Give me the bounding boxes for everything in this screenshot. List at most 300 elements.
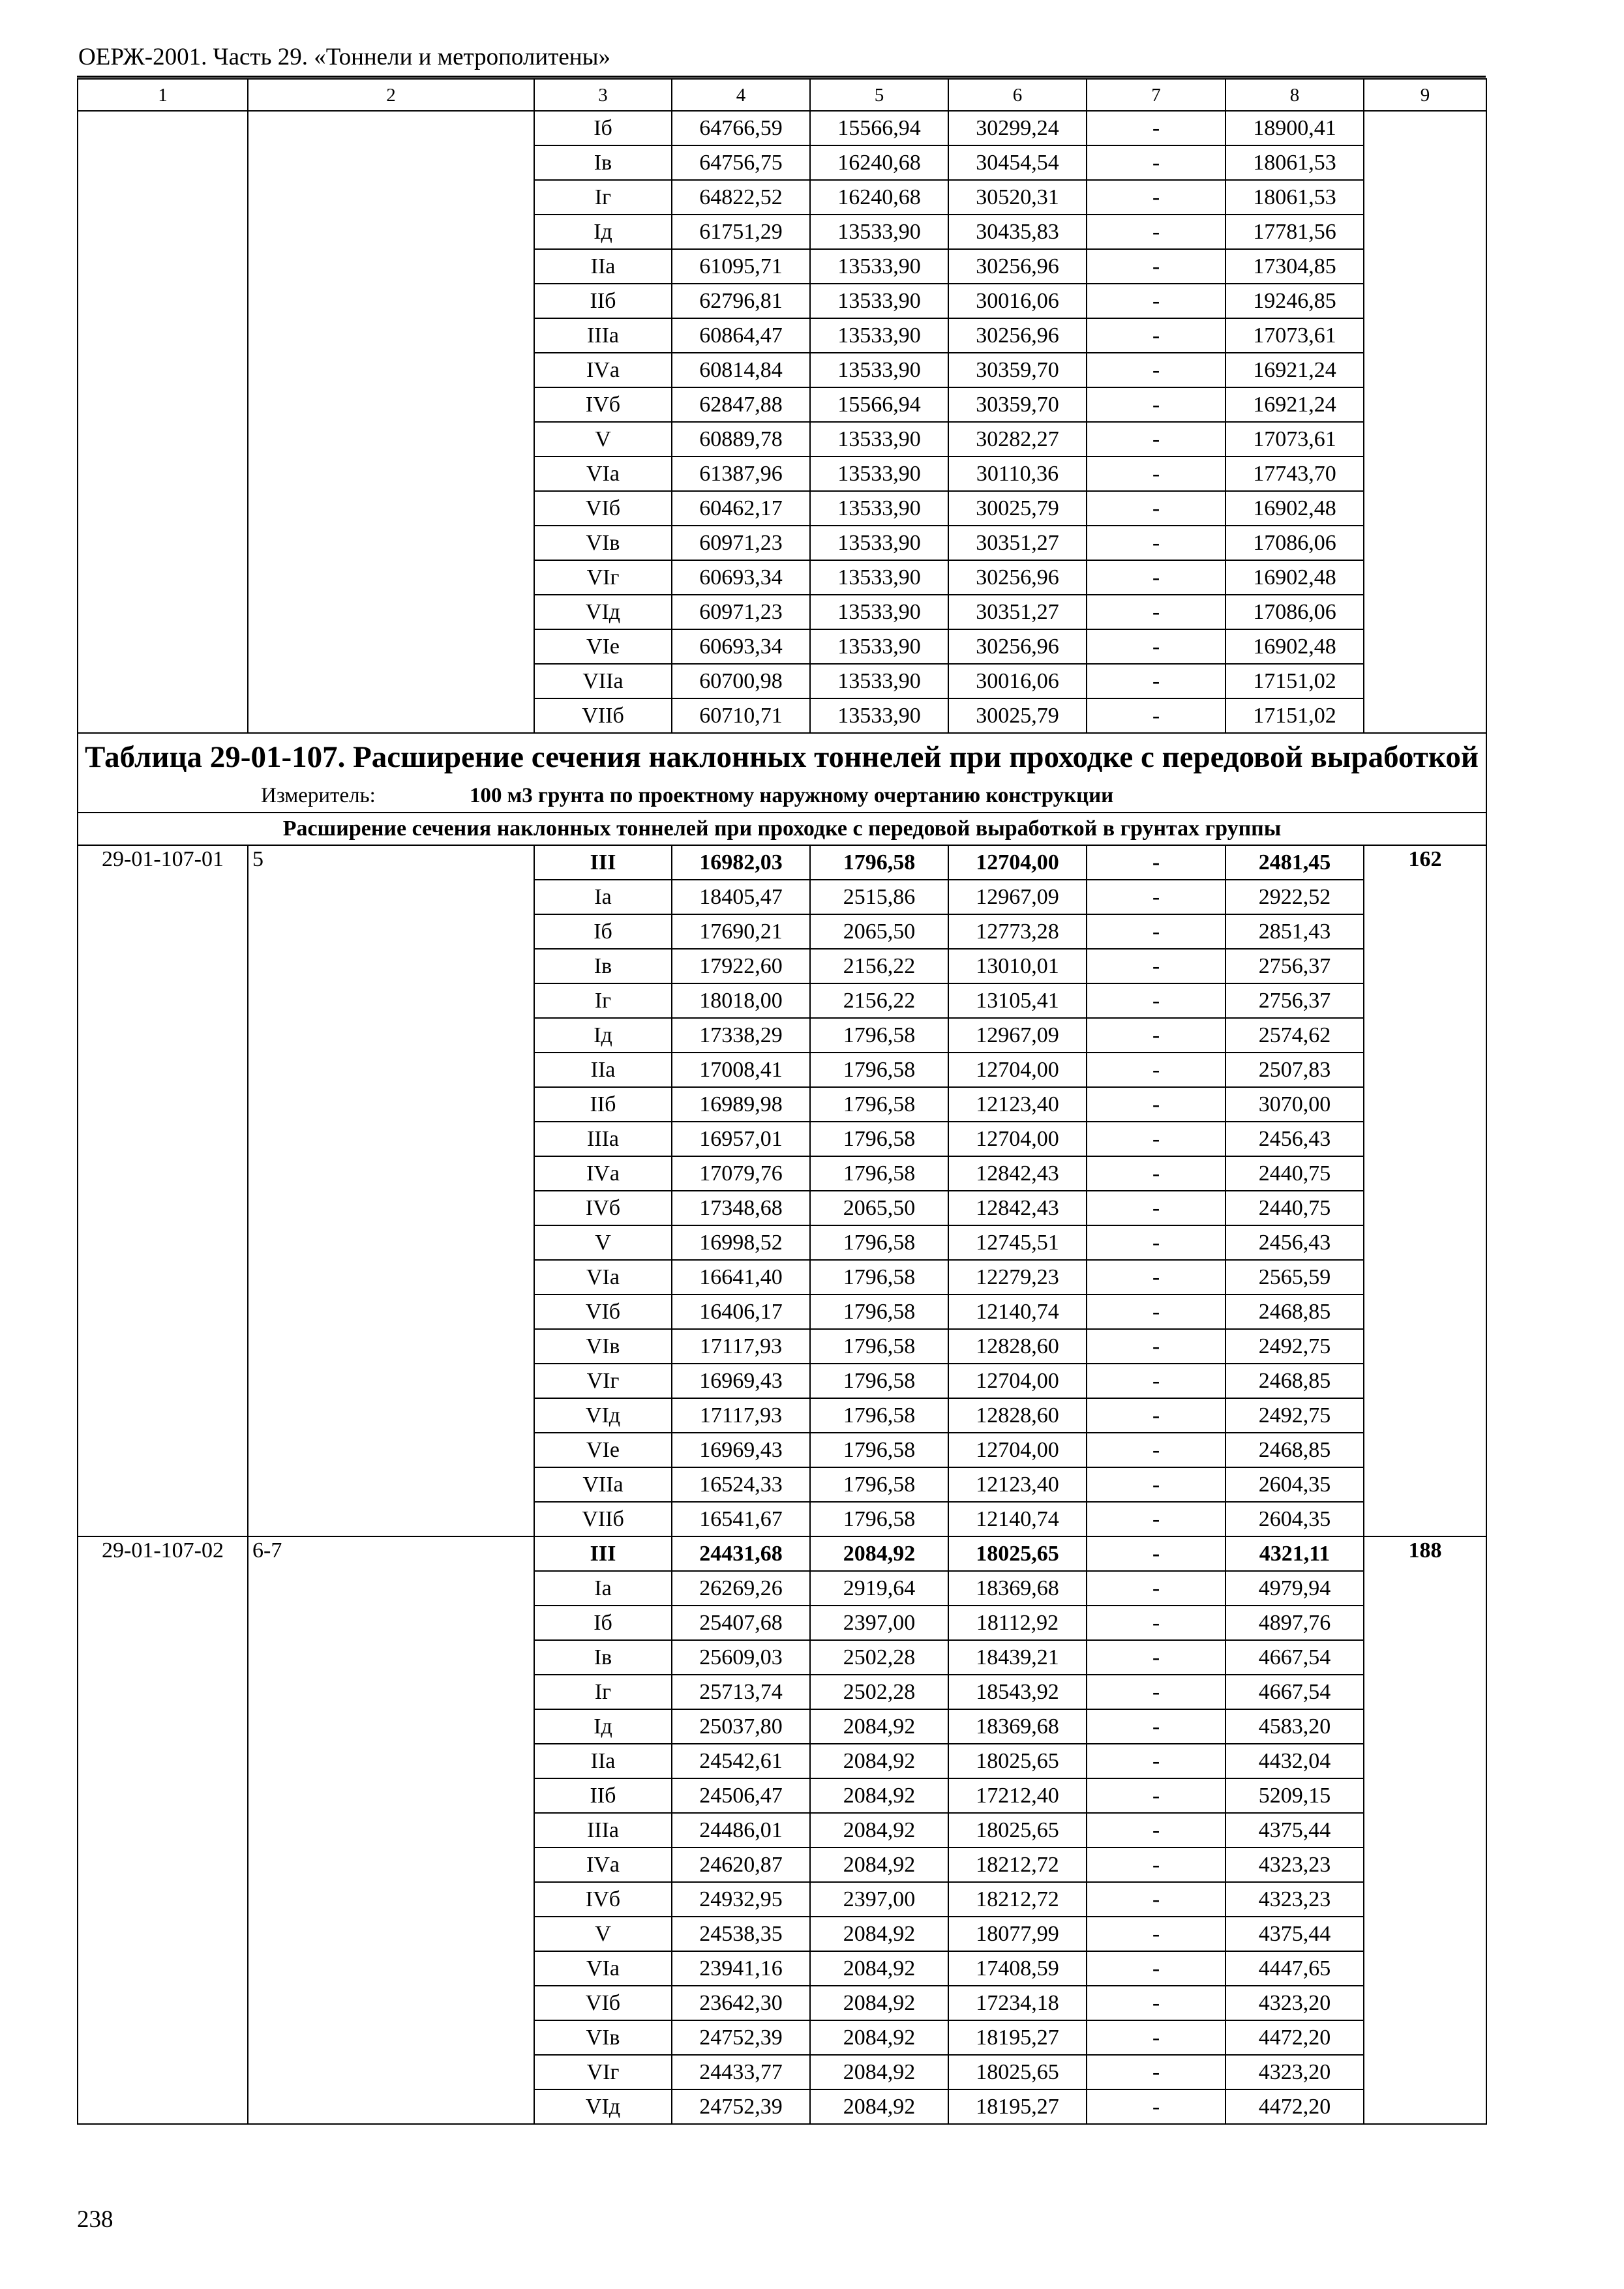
value-cell: 13105,41 (948, 983, 1087, 1018)
value-cell: 4432,04 (1226, 1744, 1364, 1778)
value-cell: 2084,92 (810, 1986, 948, 2020)
value-cell: 4667,54 (1226, 1675, 1364, 1709)
resource-class-cell: VIд (534, 2089, 672, 2124)
value-cell: 17073,61 (1226, 422, 1364, 456)
resource-class-cell: III (534, 1536, 672, 1571)
table-title-cell (78, 733, 1486, 813)
col9-cell: 162 (1364, 845, 1486, 1536)
page-header (77, 40, 1486, 78)
value-cell: 1796,58 (810, 1364, 948, 1398)
value-cell: 12842,43 (948, 1191, 1087, 1225)
resource-class-cell: Iб (534, 1606, 672, 1640)
value-cell: 30256,96 (948, 629, 1087, 664)
value-cell: 17781,56 (1226, 215, 1364, 249)
value-cell: - (1087, 1433, 1226, 1467)
value-cell: - (1087, 1260, 1226, 1294)
value-cell: 12704,00 (948, 1122, 1087, 1156)
resource-class-cell: IVа (534, 1848, 672, 1882)
table-row (78, 1536, 1486, 1571)
value-cell: 12967,09 (948, 880, 1087, 914)
value-cell: 1796,58 (810, 1329, 948, 1364)
resource-class-cell: VIб (534, 1986, 672, 2020)
value-cell: - (1087, 1018, 1226, 1053)
resource-class-cell: V (534, 1917, 672, 1951)
value-cell: - (1087, 914, 1226, 949)
resource-class-cell: VIг (534, 1364, 672, 1398)
value-cell: 17348,68 (672, 1191, 810, 1225)
resource-class-cell: Iа (534, 880, 672, 914)
value-cell: 12140,74 (948, 1294, 1087, 1329)
value-cell: 4447,65 (1226, 1951, 1364, 1986)
value-cell: 2084,92 (810, 1536, 948, 1571)
resource-class-cell: Iд (534, 215, 672, 249)
value-cell: 16902,48 (1226, 491, 1364, 526)
value-cell: 13533,90 (810, 491, 948, 526)
column-number: 5 (810, 79, 948, 111)
column-number: 9 (1364, 79, 1486, 111)
value-cell: 12967,09 (948, 1018, 1087, 1053)
value-cell: 4472,20 (1226, 2089, 1364, 2124)
resource-class-cell: IVб (534, 387, 672, 422)
table-row (78, 845, 1486, 880)
value-cell: 4375,44 (1226, 1813, 1364, 1848)
value-cell: 17338,29 (672, 1018, 810, 1053)
value-cell: 2084,92 (810, 1709, 948, 1744)
value-cell: - (1087, 2089, 1226, 2124)
value-cell: 60462,17 (672, 491, 810, 526)
value-cell: 2919,64 (810, 1571, 948, 1606)
value-cell: 3070,00 (1226, 1087, 1364, 1122)
value-cell: 16641,40 (672, 1260, 810, 1294)
value-cell: 2065,50 (810, 914, 948, 949)
value-cell: 64766,59 (672, 111, 810, 145)
value-cell: 18025,65 (948, 1744, 1087, 1778)
value-cell: 15566,94 (810, 387, 948, 422)
resource-class-cell: VIб (534, 1294, 672, 1329)
value-cell: 18195,27 (948, 2089, 1087, 2124)
resource-class-cell: Iб (534, 111, 672, 145)
value-cell: 60971,23 (672, 526, 810, 560)
value-cell: 1796,58 (810, 1502, 948, 1536)
value-cell: 1796,58 (810, 1467, 948, 1502)
value-cell: 16969,43 (672, 1364, 810, 1398)
value-cell: 5209,15 (1226, 1778, 1364, 1813)
value-cell: - (1087, 1225, 1226, 1260)
value-cell: 4323,23 (1226, 1848, 1364, 1882)
resource-class-cell: IIб (534, 1087, 672, 1122)
value-cell: - (1087, 1778, 1226, 1813)
value-cell: 2440,75 (1226, 1156, 1364, 1191)
value-cell: 24620,87 (672, 1848, 810, 1882)
value-cell: 2502,28 (810, 1640, 948, 1675)
resource-class-cell: VIд (534, 595, 672, 629)
value-cell: 24431,68 (672, 1536, 810, 1571)
resource-class-cell: III (534, 845, 672, 880)
value-cell: 12842,43 (948, 1156, 1087, 1191)
value-cell: 2492,75 (1226, 1398, 1364, 1433)
resource-class-cell: IVа (534, 353, 672, 387)
value-cell: 30359,70 (948, 387, 1087, 422)
value-cell: 12828,60 (948, 1329, 1087, 1364)
value-cell: 2604,35 (1226, 1467, 1364, 1502)
value-cell: 16902,48 (1226, 629, 1364, 664)
value-cell: - (1087, 1502, 1226, 1536)
value-cell: 25037,80 (672, 1709, 810, 1744)
value-cell: 30351,27 (948, 526, 1087, 560)
resource-class-cell: VIв (534, 2020, 672, 2055)
resource-class-cell: IIа (534, 249, 672, 284)
value-cell: - (1087, 1606, 1226, 1640)
value-cell: 2084,92 (810, 1744, 948, 1778)
value-cell: - (1087, 698, 1226, 733)
subheader-cell: Расширение сечения наклонных тоннелей при проходке с передовой выработкой в грунтах группы (78, 813, 1486, 845)
value-cell: - (1087, 629, 1226, 664)
value-cell: 2604,35 (1226, 1502, 1364, 1536)
resource-class-cell: Iв (534, 145, 672, 180)
value-cell: 64756,75 (672, 145, 810, 180)
value-cell: - (1087, 145, 1226, 180)
value-cell: 4979,94 (1226, 1571, 1364, 1606)
value-cell: - (1087, 1848, 1226, 1882)
value-cell: 2084,92 (810, 1813, 948, 1848)
value-cell: 25713,74 (672, 1675, 810, 1709)
header-rule (77, 76, 1486, 78)
resource-class-cell: VIг (534, 2055, 672, 2089)
column-number: 1 (78, 79, 248, 111)
value-cell: 60864,47 (672, 318, 810, 353)
value-cell: 4323,20 (1226, 2055, 1364, 2089)
value-cell: - (1087, 215, 1226, 249)
value-cell: 12123,40 (948, 1087, 1087, 1122)
value-cell: 13533,90 (810, 526, 948, 560)
value-cell: 2397,00 (810, 1606, 948, 1640)
value-cell: 13533,90 (810, 629, 948, 664)
value-cell: 2574,62 (1226, 1018, 1364, 1053)
value-cell: 18439,21 (948, 1640, 1087, 1675)
value-cell: 30025,79 (948, 491, 1087, 526)
value-cell: 17073,61 (1226, 318, 1364, 353)
value-cell: 2084,92 (810, 1848, 948, 1882)
value-cell: - (1087, 526, 1226, 560)
column-number: 7 (1087, 79, 1226, 111)
value-cell: - (1087, 560, 1226, 595)
resource-class-cell: Iг (534, 1675, 672, 1709)
value-cell: 17079,76 (672, 1156, 810, 1191)
value-cell: 24752,39 (672, 2020, 810, 2055)
value-cell: 60693,34 (672, 629, 810, 664)
column-number: 6 (948, 79, 1087, 111)
value-cell: 2084,92 (810, 1951, 948, 1986)
resource-class-cell: VIIа (534, 1467, 672, 1502)
value-cell: 2502,28 (810, 1675, 948, 1709)
value-cell: 16406,17 (672, 1294, 810, 1329)
running-header: ОЕРЖ-2001. Часть 29. «Тоннели и метрополитены» (78, 44, 610, 70)
resource-class-cell: VIг (534, 560, 672, 595)
value-cell: - (1087, 491, 1226, 526)
unit-label: Измеритель: (261, 784, 376, 807)
value-cell: 12773,28 (948, 914, 1087, 949)
value-cell: 17086,06 (1226, 595, 1364, 629)
column-number: 3 (534, 79, 672, 111)
value-cell: 18018,00 (672, 983, 810, 1018)
value-cell: 12704,00 (948, 845, 1087, 880)
value-cell: 30256,96 (948, 318, 1087, 353)
value-cell: 24486,01 (672, 1813, 810, 1848)
value-cell: 4375,44 (1226, 1917, 1364, 1951)
resource-class-cell: VIIб (534, 1502, 672, 1536)
value-cell: 2156,22 (810, 949, 948, 983)
value-cell: 18212,72 (948, 1848, 1087, 1882)
value-cell: 16957,01 (672, 1122, 810, 1156)
value-cell: 25407,68 (672, 1606, 810, 1640)
value-cell: 2084,92 (810, 2020, 948, 2055)
value-cell: - (1087, 353, 1226, 387)
value-cell: 17151,02 (1226, 698, 1364, 733)
soil-group-cell: 6-7 (248, 1536, 534, 2124)
value-cell: 18025,65 (948, 1813, 1087, 1848)
value-cell: 2492,75 (1226, 1329, 1364, 1364)
value-cell: 17234,18 (948, 1986, 1087, 2020)
resource-class-cell: IIIа (534, 1122, 672, 1156)
value-cell: 30282,27 (948, 422, 1087, 456)
resource-class-cell: IVб (534, 1191, 672, 1225)
value-cell: - (1087, 1329, 1226, 1364)
value-cell: 18543,92 (948, 1675, 1087, 1709)
value-cell: - (1087, 422, 1226, 456)
norms-table (77, 78, 1487, 2125)
value-cell: 24932,95 (672, 1882, 810, 1917)
value-cell: 2456,43 (1226, 1225, 1364, 1260)
value-cell: 13533,90 (810, 249, 948, 284)
value-cell: 24538,35 (672, 1917, 810, 1951)
value-cell: - (1087, 949, 1226, 983)
value-cell: 12279,23 (948, 1260, 1087, 1294)
soil-group-cell: 5 (248, 845, 534, 1536)
value-cell: 30016,06 (948, 284, 1087, 318)
value-cell: 13533,90 (810, 698, 948, 733)
value-cell: 30016,06 (948, 664, 1087, 698)
value-cell: 4472,20 (1226, 2020, 1364, 2055)
value-cell: 2565,59 (1226, 1260, 1364, 1294)
value-cell: - (1087, 1986, 1226, 2020)
resource-class-cell: V (534, 422, 672, 456)
column-number: 2 (248, 79, 534, 111)
resource-class-cell: VIа (534, 1260, 672, 1294)
value-cell: 19246,85 (1226, 284, 1364, 318)
resource-class-cell: Iд (534, 1018, 672, 1053)
value-cell: - (1087, 1467, 1226, 1502)
value-cell: 4321,11 (1226, 1536, 1364, 1571)
value-cell: - (1087, 111, 1226, 145)
resource-class-cell: Iг (534, 983, 672, 1018)
value-cell: - (1087, 880, 1226, 914)
value-cell: - (1087, 664, 1226, 698)
value-cell: 18025,65 (948, 1536, 1087, 1571)
value-cell: 26269,26 (672, 1571, 810, 1606)
value-cell: 18405,47 (672, 880, 810, 914)
value-cell: 30435,83 (948, 215, 1087, 249)
table-title: Таблица 29-01-107. Расширение сечения наклонных тоннелей при проходке с передовой выработкой (85, 740, 1479, 774)
value-cell: 17304,85 (1226, 249, 1364, 284)
resource-class-cell: IIIа (534, 1813, 672, 1848)
value-cell: 64822,52 (672, 180, 810, 215)
value-cell: 12704,00 (948, 1364, 1087, 1398)
value-cell: 2468,85 (1226, 1364, 1364, 1398)
value-cell: 17151,02 (1226, 664, 1364, 698)
value-cell: 12123,40 (948, 1467, 1087, 1502)
value-cell: 2481,45 (1226, 845, 1364, 880)
value-cell: 1796,58 (810, 1053, 948, 1087)
value-cell: 13533,90 (810, 318, 948, 353)
resource-class-cell: Iв (534, 1640, 672, 1675)
value-cell: 30256,96 (948, 249, 1087, 284)
value-cell: 2756,37 (1226, 983, 1364, 1018)
resource-class-cell: IVб (534, 1882, 672, 1917)
value-cell: - (1087, 1294, 1226, 1329)
value-cell: 18195,27 (948, 2020, 1087, 2055)
resource-class-cell: VIа (534, 1951, 672, 1986)
resource-class-cell: Iг (534, 180, 672, 215)
resource-class-cell: IIа (534, 1053, 672, 1087)
value-cell: 25609,03 (672, 1640, 810, 1675)
code-cell-empty (78, 111, 248, 733)
resource-class-cell: VIIа (534, 664, 672, 698)
value-cell: 62847,88 (672, 387, 810, 422)
norm-code-cell: 29-01-107-02 (78, 1536, 248, 2124)
value-cell: 12704,00 (948, 1433, 1087, 1467)
value-cell: 30351,27 (948, 595, 1087, 629)
value-cell: 1796,58 (810, 845, 948, 880)
value-cell: - (1087, 595, 1226, 629)
value-cell: - (1087, 1882, 1226, 1917)
value-cell: 17690,21 (672, 914, 810, 949)
value-cell: 4667,54 (1226, 1640, 1364, 1675)
value-cell: 60693,34 (672, 560, 810, 595)
value-cell: 16921,24 (1226, 353, 1364, 387)
value-cell: - (1087, 1191, 1226, 1225)
value-cell: 24542,61 (672, 1744, 810, 1778)
group-cell-empty (248, 111, 534, 733)
value-cell: 30454,54 (948, 145, 1087, 180)
table-row (78, 111, 1486, 145)
value-cell: 2851,43 (1226, 914, 1364, 949)
value-cell: 16541,67 (672, 1502, 810, 1536)
value-cell: 60889,78 (672, 422, 810, 456)
value-cell: - (1087, 387, 1226, 422)
column-number: 8 (1226, 79, 1364, 111)
resource-class-cell: VIд (534, 1398, 672, 1433)
column-number-row (78, 79, 1486, 111)
value-cell: 1796,58 (810, 1018, 948, 1053)
value-cell: 1796,58 (810, 1433, 948, 1467)
value-cell: 13533,90 (810, 284, 948, 318)
value-cell: - (1087, 318, 1226, 353)
value-cell: 2156,22 (810, 983, 948, 1018)
resource-class-cell: Iв (534, 949, 672, 983)
value-cell: 1796,58 (810, 1225, 948, 1260)
value-cell: 62796,81 (672, 284, 810, 318)
value-cell: - (1087, 1398, 1226, 1433)
resource-class-cell: VIе (534, 1433, 672, 1467)
resource-class-cell: VIв (534, 1329, 672, 1364)
value-cell: 15566,94 (810, 111, 948, 145)
value-cell: 2468,85 (1226, 1433, 1364, 1467)
value-cell: 61751,29 (672, 215, 810, 249)
value-cell: 16969,43 (672, 1433, 810, 1467)
value-cell: 12140,74 (948, 1502, 1087, 1536)
value-cell: 12704,00 (948, 1053, 1087, 1087)
value-cell: - (1087, 1709, 1226, 1744)
value-cell: 2468,85 (1226, 1294, 1364, 1329)
value-cell: 2065,50 (810, 1191, 948, 1225)
value-cell: 2515,86 (810, 880, 948, 914)
value-cell: 2084,92 (810, 2089, 948, 2124)
unit-line (85, 782, 1479, 809)
value-cell: 13533,90 (810, 422, 948, 456)
value-cell: 18061,53 (1226, 145, 1364, 180)
value-cell: 2084,92 (810, 1778, 948, 1813)
value-cell: 2922,52 (1226, 880, 1364, 914)
value-cell: - (1087, 1364, 1226, 1398)
value-cell: 2397,00 (810, 1882, 948, 1917)
value-cell: - (1087, 180, 1226, 215)
value-cell: - (1087, 1156, 1226, 1191)
page-number: 238 (77, 2206, 113, 2233)
value-cell: 60710,71 (672, 698, 810, 733)
value-cell: 16240,68 (810, 180, 948, 215)
value-cell: 17743,70 (1226, 456, 1364, 491)
value-cell: 16998,52 (672, 1225, 810, 1260)
value-cell: 61387,96 (672, 456, 810, 491)
value-cell: - (1087, 456, 1226, 491)
value-cell: 13533,90 (810, 664, 948, 698)
value-cell: 24752,39 (672, 2089, 810, 2124)
value-cell: 18369,68 (948, 1709, 1087, 1744)
value-cell: 60971,23 (672, 595, 810, 629)
value-cell: - (1087, 1951, 1226, 1986)
value-cell: 2756,37 (1226, 949, 1364, 983)
resource-class-cell: IIIа (534, 318, 672, 353)
norm-code-cell: 29-01-107-01 (78, 845, 248, 1536)
value-cell: 4323,20 (1226, 1986, 1364, 2020)
value-cell: - (1087, 1571, 1226, 1606)
value-cell: 24433,77 (672, 2055, 810, 2089)
value-cell: 17117,93 (672, 1329, 810, 1364)
value-cell: - (1087, 2055, 1226, 2089)
value-cell: 18112,92 (948, 1606, 1087, 1640)
value-cell: - (1087, 1813, 1226, 1848)
table-title-row (78, 733, 1486, 813)
value-cell: 60814,84 (672, 353, 810, 387)
col9-cell-empty (1364, 111, 1486, 733)
value-cell: 18900,41 (1226, 111, 1364, 145)
resource-class-cell: VIIб (534, 698, 672, 733)
value-cell: 1796,58 (810, 1294, 948, 1329)
value-cell: 1796,58 (810, 1398, 948, 1433)
value-cell: 13533,90 (810, 353, 948, 387)
value-cell: - (1087, 983, 1226, 1018)
value-cell: 30359,70 (948, 353, 1087, 387)
value-cell: 4897,76 (1226, 1606, 1364, 1640)
value-cell: - (1087, 845, 1226, 880)
value-cell: 23642,30 (672, 1986, 810, 2020)
value-cell: 13533,90 (810, 595, 948, 629)
column-number: 4 (672, 79, 810, 111)
value-cell: 18077,99 (948, 1917, 1087, 1951)
subheader-row (78, 813, 1486, 845)
value-cell: 13533,90 (810, 456, 948, 491)
unit-value: 100 м3 грунта по проектному наружному очертанию конструкции (470, 784, 1114, 807)
